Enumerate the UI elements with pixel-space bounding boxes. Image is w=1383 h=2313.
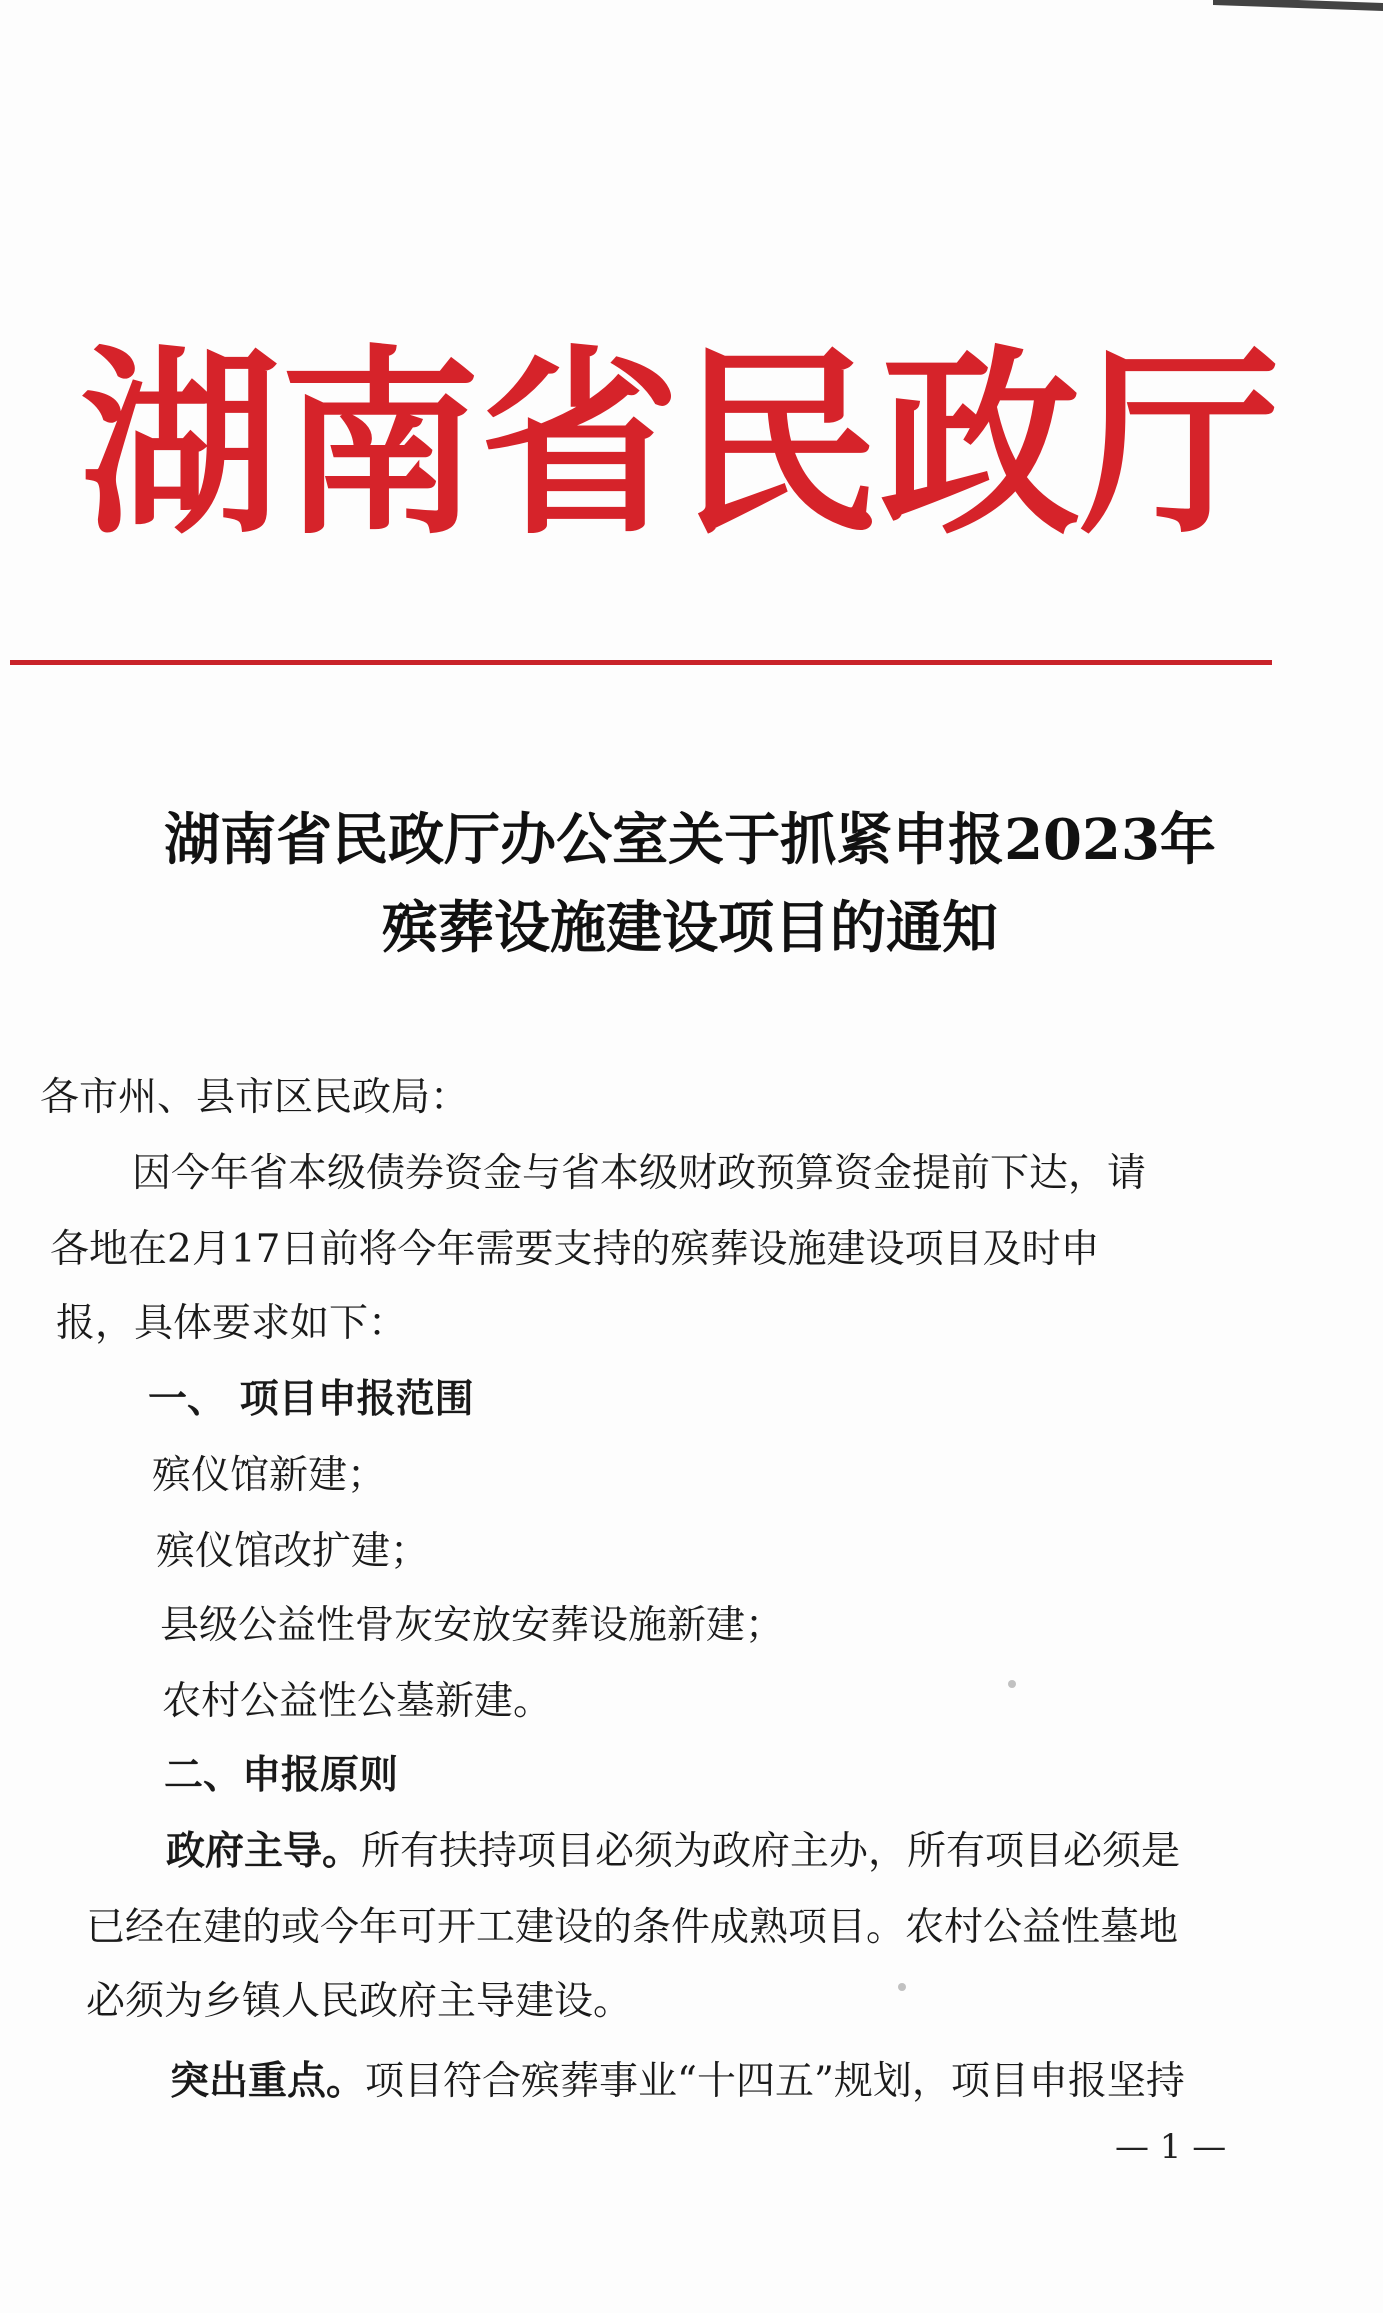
scope-item: 殡仪馆新建； bbox=[152, 1453, 387, 1498]
header-char: 省 bbox=[480, 327, 681, 562]
document-title-line-1: 湖南省民政厅办公室关于抓紧申报2023年 bbox=[164, 807, 1216, 873]
red-separator-line bbox=[10, 660, 1272, 665]
principle-2-label: 突出重点。 bbox=[170, 2059, 366, 2104]
paragraph-1-line-2: 各地在2月17日前将今年需要支持的殡葬设施建设项目及时申 bbox=[50, 1227, 1100, 1272]
principle-1-label: 政府主导。 bbox=[166, 1829, 362, 1874]
document-title-line-2: 殡葬设施建设项目的通知 bbox=[382, 895, 998, 961]
page-number: — 1 — bbox=[1115, 2127, 1227, 2167]
principle-2-line-1 bbox=[170, 2060, 1185, 2104]
scope-item: 农村公益性公墓新建。 bbox=[162, 1679, 553, 1724]
principle-1-line-3: 必须为乡镇人民政府主导建设。 bbox=[86, 1979, 633, 2024]
principle-2-text: 项目符合殡葬事业“十四五”规划，项目申报坚持 bbox=[365, 2059, 1185, 2104]
principle-1-line-1 bbox=[166, 1830, 1180, 1874]
scope-item: 县级公益性骨灰安放安葬设施新建； bbox=[160, 1603, 785, 1648]
principle-1-text: 所有扶持项目必须为政府主办，所有项目必须是 bbox=[361, 1829, 1181, 1874]
scan-speck bbox=[1008, 1680, 1016, 1688]
principle-1-line-2: 已经在建的或今年可开工建设的条件成熟项目。农村公益性墓地 bbox=[86, 1905, 1179, 1950]
section-2-heading: 二、申报原则 bbox=[164, 1753, 399, 1798]
paragraph-1-line-1: 因今年省本级债券资金与省本级财政预算资金提前下达，请 bbox=[132, 1151, 1147, 1196]
scan-corner-mark bbox=[1213, 0, 1383, 11]
scan-speck bbox=[898, 1983, 906, 1991]
header-char: 南 bbox=[280, 327, 481, 562]
salutation: 各市州、县市区民政局： bbox=[40, 1075, 470, 1120]
issuing-authority-header bbox=[80, 327, 1281, 562]
header-char: 民 bbox=[680, 327, 881, 562]
header-char: 政 bbox=[880, 327, 1081, 562]
header-char: 厅 bbox=[1080, 327, 1281, 562]
header-char: 湖 bbox=[80, 327, 281, 562]
paragraph-1-line-3: 报，具体要求如下： bbox=[56, 1301, 408, 1346]
scope-item: 殡仪馆改扩建； bbox=[156, 1529, 430, 1574]
section-1-heading: 一、 项目申报范围 bbox=[148, 1377, 474, 1422]
